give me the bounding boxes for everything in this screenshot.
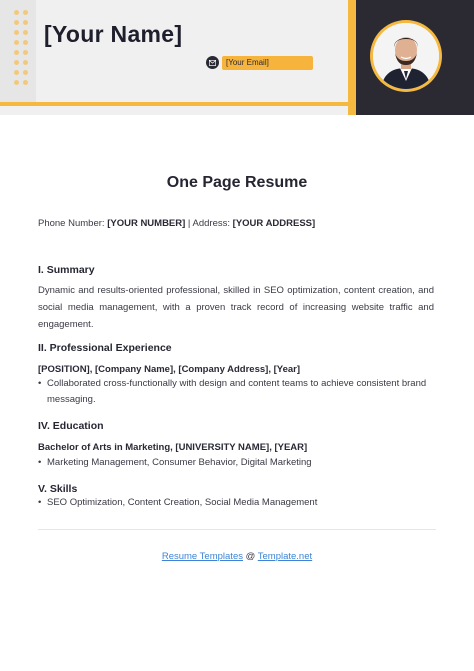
decor-dot	[23, 60, 28, 65]
decor-dot	[14, 10, 19, 15]
experience-role: [POSITION], [Company Name], [Company Address], [Year]	[38, 364, 300, 375]
bullet-icon: •	[38, 378, 42, 389]
phone-value: [YOUR NUMBER]	[107, 218, 186, 229]
decor-dot	[14, 80, 19, 85]
skills-bullet: SEO Optimization, Content Creation, Social Media Management	[47, 497, 318, 508]
decor-dot	[14, 30, 19, 35]
footer-at: @	[242, 551, 258, 562]
envelope-icon	[206, 56, 219, 69]
bullet-icon: •	[38, 497, 42, 508]
address-value: [YOUR ADDRESS]	[232, 218, 316, 229]
decor-dot	[23, 80, 28, 85]
decor-dot	[23, 10, 28, 15]
address-label: Address:	[192, 218, 233, 229]
contact-separator: |	[185, 218, 193, 229]
summary-heading: I. Summary	[38, 264, 95, 276]
decor-dot	[14, 40, 19, 45]
decorative-dot-column	[0, 0, 36, 106]
skills-heading: V. Skills	[38, 483, 78, 495]
contact-line	[38, 218, 315, 229]
resume-templates-link[interactable]: Resume Templates	[161, 551, 243, 562]
footer	[0, 551, 474, 562]
decor-dot	[23, 20, 28, 25]
decor-dot	[23, 30, 28, 35]
footer-divider	[38, 529, 436, 530]
experience-heading: II. Professional Experience	[38, 342, 172, 354]
photo-panel-stripe	[348, 0, 356, 115]
decor-dot	[23, 40, 28, 45]
summary-text: Dynamic and results-oriented professional, skilled in SEO optimization, content creation, and social media management, with a proven track record of increasing website traffic and engagement.	[38, 285, 434, 330]
education-degree: Bachelor of Arts in Marketing, [UNIVERSITY NAME], [YEAR]	[38, 442, 308, 453]
decor-dot	[23, 70, 28, 75]
list-item	[38, 455, 434, 471]
decor-dot	[23, 50, 28, 55]
header-accent-line	[0, 102, 348, 106]
decor-dot	[14, 20, 19, 25]
list-item	[38, 376, 434, 408]
email-field: [Your Email]	[222, 56, 313, 70]
decor-dot	[14, 50, 19, 55]
education-heading: IV. Education	[38, 420, 104, 432]
decor-dot	[14, 60, 19, 65]
applicant-name: [Your Name]	[44, 21, 183, 47]
decor-dot	[14, 70, 19, 75]
list-item	[38, 495, 434, 511]
phone-label: Phone Number:	[38, 218, 108, 229]
bullet-icon: •	[38, 457, 42, 468]
education-bullet: Marketing Management, Consumer Behavior, Digital Marketing	[47, 457, 312, 468]
avatar	[370, 20, 442, 92]
template-net-link[interactable]: Template.net	[257, 551, 313, 562]
profile-photo	[373, 23, 439, 89]
experience-bullet: Collaborated cross-functionally with design and content teams to achieve consistent brand messaging.	[47, 378, 427, 405]
page-title: One Page Resume	[166, 174, 308, 191]
